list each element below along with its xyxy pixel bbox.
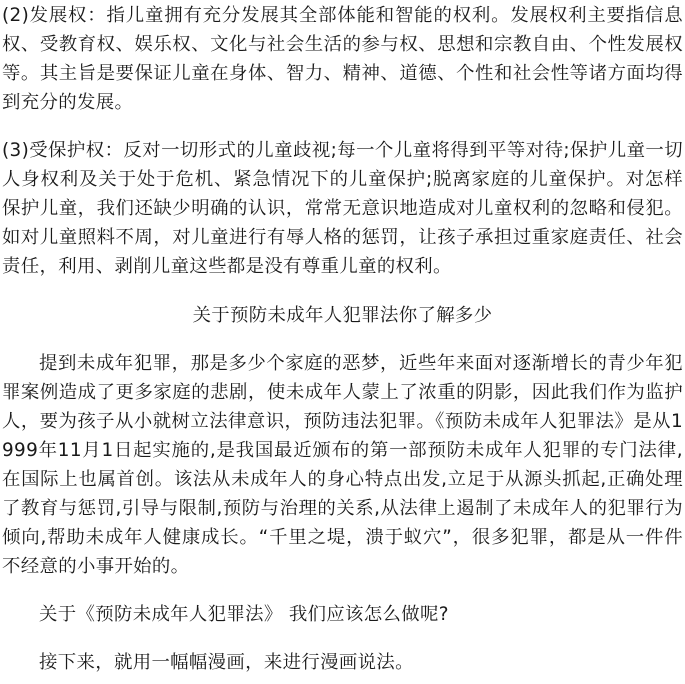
paragraph-development-right: (2)发展权：指儿童拥有充分发展其全部体能和智能的权利。发展权利主要指信息权、受教育权、娱乐权、文化与社会生活的参与权、思想和宗教自由、个性发展权等。其主旨是要保证儿童在身体、智力、精神、道德、个性和社会性等诸方面均得到充分的发展。 (2, 5, 683, 113)
paragraph-next: 接下来，就用一幅幅漫画，来进行漫画说法。 (39, 652, 414, 673)
section-title: 关于预防未成年人犯罪法你了解多少 (192, 305, 493, 326)
paragraph-intro: 提到未成年犯罪，那是多少个家庭的恶梦，近些年来面对逐渐增长的青少年犯罪案例造成了更多家庭的悲剧，使未成年人蒙上了浓重的阴影，因此我们作为监护人，要为孩子从小就树立法律意识，预防违法犯罪。《预防未成年人犯罪法》是从1999年11月1日起实施的,是我国最近颁布的第一部预防未成年人犯罪的专门法律,在国际上也属首创。该法从未成年人的身心特点出发,立足于从源头抓起,正确处理了教育与惩罚,引导与限制,预防与治理的关系,从法律上遏制了未成年人的犯罪行为倾向,帮助未成年人健康成长。“千里之堤，溃于蚁穴”，很多犯罪，都是从一件件不经意的小事开始的。 (2, 353, 683, 577)
paragraph-question: 关于《预防未成年人犯罪法》 我们应该怎么做呢? (39, 604, 449, 625)
paragraph-protection-right: (3)受保护权：反对一切形式的儿童歧视;每一个儿童将得到平等对待;保护儿童一切人身权利及关于处于危机、紧急情况下的儿童保护;脱离家庭的儿童保护。对怎样保护儿童，我们还缺少明确的认识，常常无意识地造成对儿童权利的忽略和侵犯。如对儿童照料不周，对儿童进行有辱人格的惩罚，让孩子承担过重家庭责任、社会责任，利用、剥削儿童这些都是没有尊重儿童的权利。 (2, 140, 683, 277)
